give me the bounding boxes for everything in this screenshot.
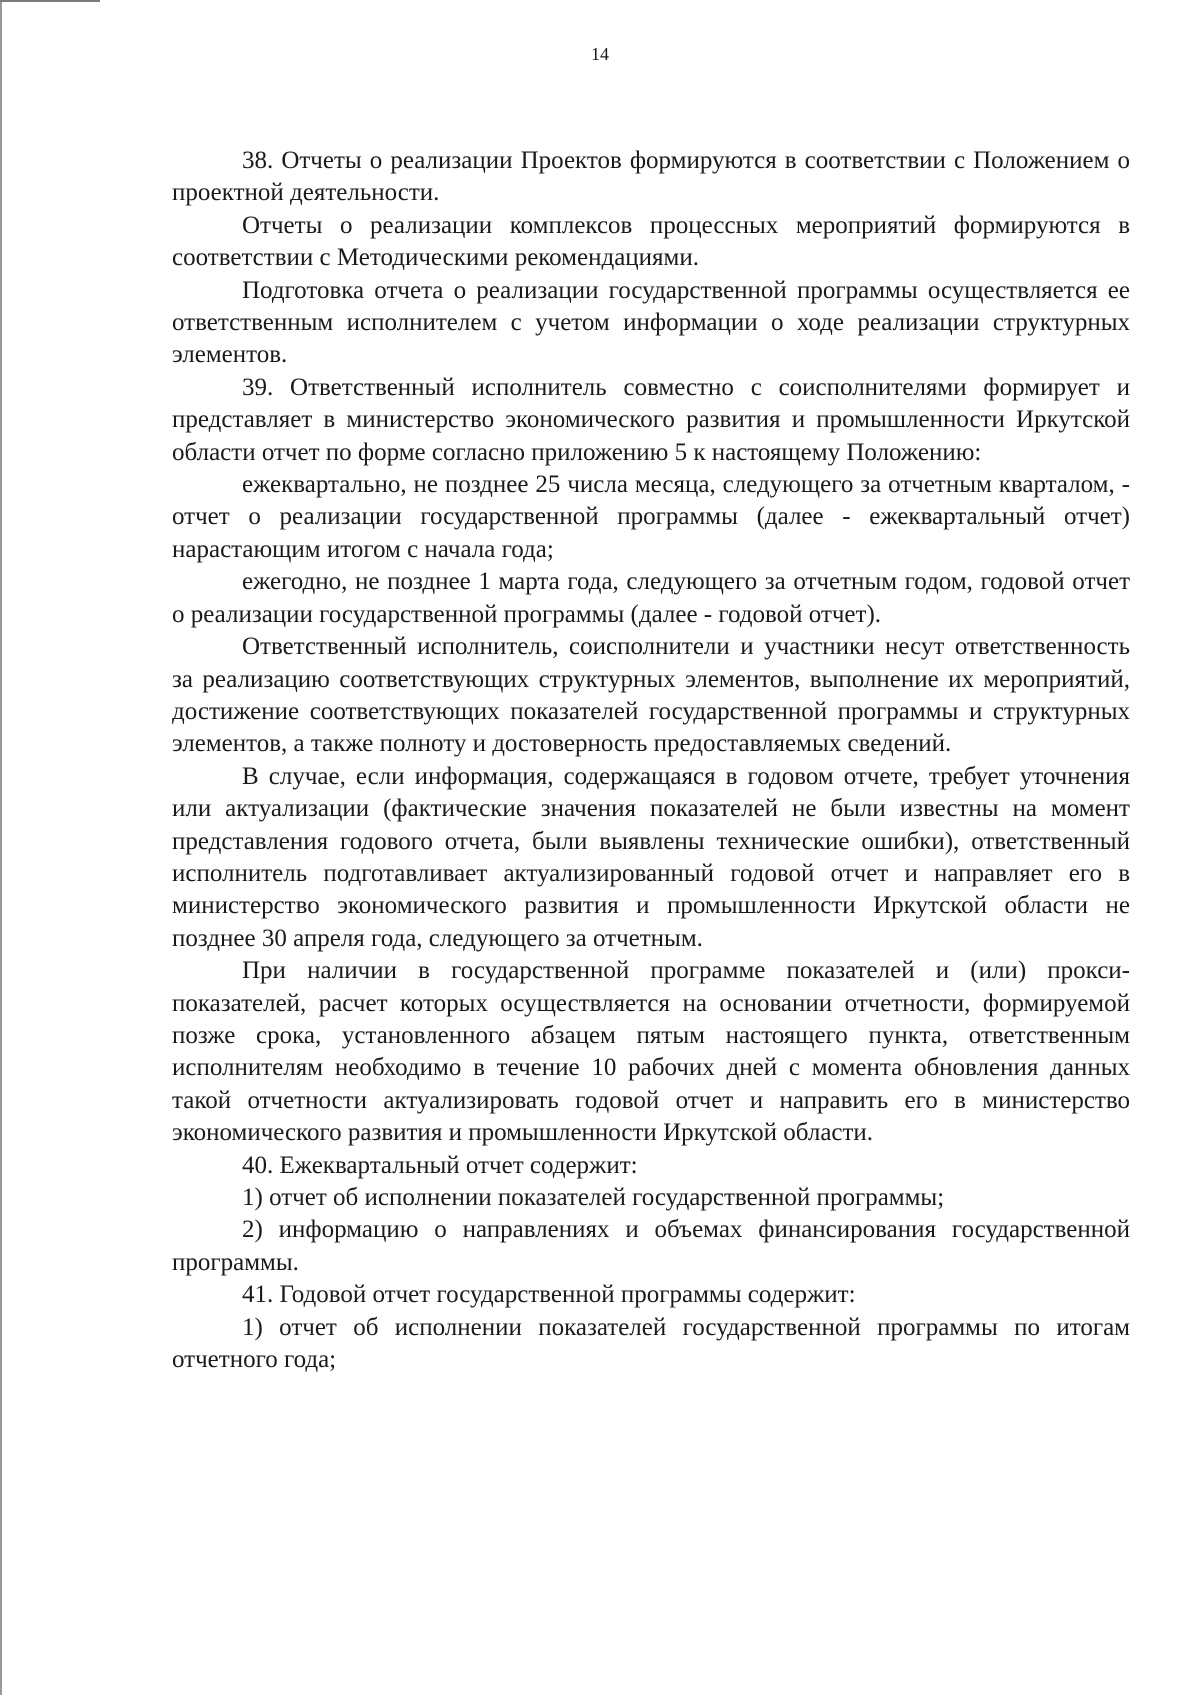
paragraph-39-quarterly: ежеквартально, не позднее 25 числа месяца, следующего за отчетным кварталом, - отчет о реализации государственной программы (далее - ежеквартальный отчет) нарастающим итогом с начала года; <box>172 471 1130 563</box>
paragraph-40-item-2: 2) информацию о направлениях и объемах финансирования государственной программы. <box>172 1216 1130 1276</box>
paragraph-38-kpm-reports: Отчеты о реализации комплексов процессных мероприятий формируются в соответствии с Методическими рекомендациями. <box>172 211 1130 272</box>
paragraph-39-annual: ежегодно, не позднее 1 марта года, следующего за отчетным годом, годовой отчет о реализации государственной программы (далее - годовой отчет). <box>172 568 1130 628</box>
paragraph-38: 38. Отчеты о реализации Проектов формируются в соответствии с Положением о проектной деятельности. <box>172 147 1130 207</box>
paragraph-38-report-preparation: Подготовка отчета о реализации государственной программы осуществляется ее ответственным исполнителем с учетом информации о ходе реализации структурных элементов. <box>172 276 1130 369</box>
scan-top-mark <box>0 0 100 2</box>
paragraph-40: 40. Ежеквартальный отчет содержит: <box>242 1151 638 1179</box>
paragraph-40-item-1: 1) отчет об исполнении показателей государственной программы; <box>242 1184 945 1211</box>
paragraph-41-item-1: 1) отчет об исполнении показателей государственной программы по итогам отчетного года; <box>172 1313 1130 1374</box>
paragraph-41: 41. Годовой отчет государственной программы содержит: <box>242 1281 856 1309</box>
page-number: 14 <box>591 44 609 64</box>
paragraph-39-responsibility: Ответственный исполнитель, соисполнители и участники несут ответственность за реализацию соответствующих структурных элементов, выполнение их мероприятий, достижение соответствующих показателей государственной программы и структурных элементов, а также полноту и достоверность предоставляемых сведений. <box>172 633 1130 758</box>
document-body <box>172 145 1130 1376</box>
paragraph-39: 39. Ответственный исполнитель совместно с соисполнителями формирует и представляет в министерство экономического развития и промышленности Иркутской области отчет по форме согласно приложению 5 к настоящему Положению: <box>172 373 1130 466</box>
paragraph-39-updated-report: В случае, если информация, содержащаяся в годовом отчете, требует уточнения или актуализации (фактические значения показателей не были известны на момент представления годового отчета, были выявлены технические ошибки), ответственный исполнитель подготавливает актуализированный годовой отчет и направляет его в министерство экономического развития и промышленности Иркутской области не позднее 30 апреля года, следующего за отчетным. <box>172 762 1130 952</box>
paragraph-39-proxy-indicators: При наличии в государственной программе показателей и (или) прокси-показателей, расчет которых осуществляется на основании отчетности, формируемой позже срока, установленного абзацем пятым настоящего пункта, ответственным исполнителям необходимо в течение 10 рабочих дней с момента обновления данных такой отчетности актуализировать годовой отчет и направить его в министерство экономического развития и промышленности Иркутской области. <box>172 957 1130 1147</box>
scan-edge-line <box>0 0 2 1695</box>
